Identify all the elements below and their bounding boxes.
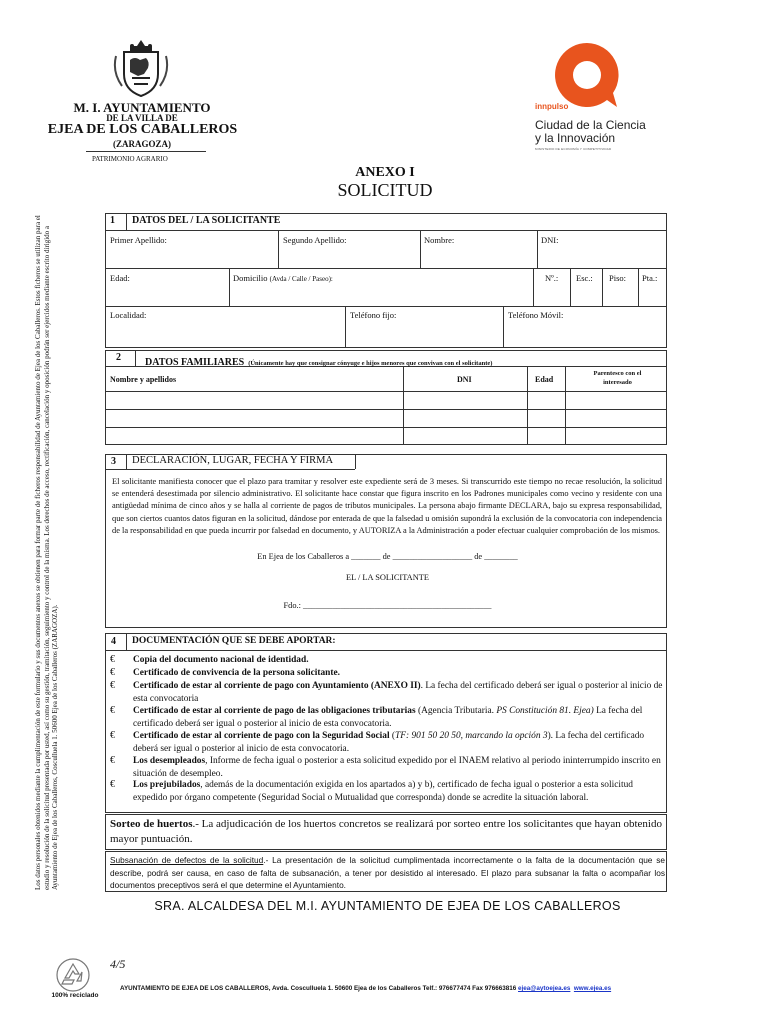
bullet: € [110, 705, 115, 716]
doc-item [133, 755, 663, 780]
section4-title: DOCUMENTACIÓN QUE SE DEBE APORTAR: [132, 636, 336, 646]
innpulso-ministry: MINISTERIO DE ECONOMÍA Y COMPETITIVIDAD [535, 147, 612, 151]
footer-address [120, 985, 680, 992]
addressee: SRA. ALCALDESA DEL M.I. AYUNTAMIENTO DE EJEA DE LOS CABALLEROS [154, 899, 621, 913]
telefono-movil-field[interactable]: Teléfono Móvil: [508, 310, 564, 320]
header-line2: DE LA VILLA DE [106, 113, 178, 123]
section3-title: DECLARACIÓN, LUGAR, FECHA Y FIRMA [132, 455, 334, 466]
doc-item-rest: , además de la documentación exigida en los apartados a) y b), certificado de fecha igual o posterior a esta solicitud expedido por órgano competente (Seguridad Social o Mutualidad que corresponda) donde se acredite la situación laboral. [133, 780, 633, 803]
col-parentesco [568, 369, 667, 387]
doc-item-rest: , Informe de fecha igual o posterior a esta solicitud expedido por el INAEM relativo al periodo ininterrumpido inscrito en situación de desempleo. [133, 756, 661, 779]
doc-item-rest: ( [389, 731, 396, 741]
bullet: € [110, 730, 115, 741]
subsanacion-bold: Subsanación de defectos de la solicitud [110, 855, 264, 865]
section2-heading [145, 352, 492, 370]
footer-web-link[interactable]: www.ejea.es [573, 985, 612, 992]
telefono-fijo-field[interactable]: Teléfono fijo: [350, 310, 397, 320]
signature-line[interactable]: Fdo.: _____________________________________________ [283, 601, 492, 610]
doc-item [133, 654, 663, 667]
doc-item [133, 730, 663, 755]
doc-item [133, 680, 663, 705]
bullet: € [110, 779, 115, 790]
col-dni: DNI [457, 375, 472, 384]
doc-item-rest2: La fecha del certificado deberá ser igual o posterior al inicio de esta convocatoria. [133, 706, 643, 729]
anexo-title: ANEXO I [355, 165, 415, 180]
domicilio-hint: (Avda / Calle / Paseo): [269, 275, 333, 283]
doc-item-rest: (Agencia Tributaria. [415, 706, 497, 716]
domicilio-field[interactable] [233, 273, 333, 283]
recycle-icon [56, 958, 90, 992]
data-protection-note: Los datos personales obtenidos mediante la cumplimentación de este formulario y sus documentos anexos se obtienen para formar parte de ficheros responsabilidad de Ayuntamiento de Ejea de los Caballeros. Estos ficheros se utilizan para el estudio y resolución de la solicitud presentada por usted, así como su gestión, tramitación, seguimiento y control de la misma. Los derechos de acceso, rectificación, cancelación y oposición podrán ser ejercidos mediante escrito dirigido a Ayuntamiento de Ejea de los Caballeros, Cosculluela 1. 50600 Ejea de los Caballeros (ZARAGOZA). [34, 215, 60, 890]
section3-number: 3 [111, 456, 116, 467]
escalera-field[interactable]: Esc.: [576, 273, 593, 283]
recycled-label: 100% reciclado [51, 992, 99, 999]
col-parentesco-line2: interesado [603, 379, 632, 386]
section2-number: 2 [116, 352, 121, 363]
doc-item-rest2: ). La fecha del certificado deberá ser igual o posterior al inicio de esta convocatoria. [133, 731, 645, 754]
header-divider [86, 151, 206, 152]
coat-of-arms-logo [110, 38, 172, 100]
bullet: € [110, 755, 115, 766]
section1-number: 1 [110, 215, 115, 226]
header-line3: EJEA DE LOS CABALLEROS [47, 122, 238, 137]
segundo-apellido-field[interactable]: Segundo Apellido: [283, 235, 347, 245]
col-parentesco-line1: Parentesco con el [593, 370, 642, 377]
doc-item-bold: Certificado de estar al corriente de pago con Ayuntamiento (ANEXO II) [133, 681, 421, 691]
doc-item [133, 705, 663, 730]
bullet: € [110, 654, 115, 665]
doc-item-italic: PS Constitución 81. Ejea) [496, 706, 594, 716]
footer-text: AYUNTAMIENTO DE EJEA DE LOS CABALLEROS, Avda. Cosculluela 1. 50600 Ejea de los Caballeros Telf.: 976677474 Fax 976663816 [120, 985, 519, 992]
domicilio-label: Domicilio [233, 273, 268, 283]
section2-note: (Únicamente hay que consignar cónyuge e hijos menores que convivan con el solicitante) [248, 360, 493, 367]
puerta-field[interactable]: Pta.: [642, 273, 658, 283]
numero-field[interactable]: Nº.: [545, 273, 559, 283]
subsanacion-rest: .- La presentación de la solicitud cumplimentada incorrectamente o la falta de la documentación que se describe, podrá ser causa, en caso de falta de subsanación, a tener por desistido al interesado. El plazo para subsanar la falta o acompañar los documentos preceptivos será el que determine el Ayuntamiento. [110, 855, 665, 891]
doc-item-italic: TF: 901 50 20 50, marcando la opción 3 [395, 731, 548, 741]
innpulso-line1: Ciudad de la Ciencia [535, 118, 646, 132]
innpulso-logo [552, 40, 622, 110]
doc-item-rest: . La fecha del certificado deberá ser igual o posterior al inicio de esta convocatoria [133, 681, 663, 704]
doc-item-bold: Los prejubilados [133, 780, 201, 790]
signer-label: EL / LA SOLICITANTE [346, 573, 429, 582]
localidad-field[interactable]: Localidad: [110, 310, 147, 320]
place-date-line[interactable]: En Ejea de los Caballeros a _______ de ___________________ de ________ [257, 552, 518, 561]
sorteo-bold: Sorteo de huertos [110, 818, 193, 830]
innpulso-brand: innpulso [535, 102, 569, 111]
doc-item-bold: Los desempleados [133, 756, 206, 766]
dni-field[interactable]: DNI: [541, 235, 559, 245]
footer-email-link[interactable]: ejea@aytoejea.es [518, 985, 571, 992]
sorteo-rest: .- La adjudicación de los huertos concretos se realizará por sorteo entre los solicitantes que hayan obtenido mayor puntuación. [110, 818, 662, 845]
doc-item-bold: Certificado de estar al corriente de pago con la Seguridad Social [133, 731, 390, 741]
doc-item [133, 667, 663, 680]
doc-item-bold: Copia del documento nacional de identidad. [133, 655, 309, 665]
bullet: € [110, 667, 115, 678]
bullet: € [110, 680, 115, 691]
col-edad: Edad [535, 375, 554, 384]
col-nombre-apellidos: Nombre y apellidos [110, 375, 177, 384]
subsanacion-text [110, 854, 665, 892]
nombre-field[interactable]: Nombre: [424, 235, 455, 245]
department-label: PATRIMONIO AGRARIO [92, 155, 168, 163]
page-number: 4/5 [110, 957, 126, 971]
header-line4: (ZARAGOZA) [113, 139, 171, 149]
sorteo-text [110, 817, 665, 847]
doc-item-bold: Certificado de estar al corriente de pago de las obligaciones tributarias [133, 706, 416, 716]
innpulso-line2: y la Innovación [535, 131, 616, 145]
piso-field[interactable]: Piso: [609, 273, 627, 283]
declaration-text: El solicitante manifiesta conocer que el plazo para tramitar y resolver este expediente será de 3 meses. Si transcurrido este tiempo no recae resolución, la solicitud se entenderá desestimada por silencio administrativo. El solicitante hace constar que figura inscrito en los Padrones municipales como vecino y residente con una antigüedad mínima de cinco años y se halla al corriente de pagos de tributos municipales. La persona abajo firmante DECLARA, bajo su expresa responsabilidad, que son ciertos cuantos datos figuran en la solicitud, dándose por enterada de que la falsedad u omisión supondrá la exclusión de la convocatoria con independencia de la responsabilidad en que pueda incurrir por falsedad en documento, y AUTORIZA a la Administración a poder efectuar cualquier comprobación de los mismos. [112, 477, 662, 535]
edad-field[interactable]: Edad: [110, 273, 130, 283]
primer-apellido-field[interactable]: Primer Apellido: [110, 235, 167, 245]
solicitud-title: SOLICITUD [337, 180, 433, 200]
header-line1: M. I. AYUNTAMIENTO [73, 100, 211, 115]
section4-number: 4 [111, 636, 116, 647]
doc-item [133, 779, 663, 804]
section2-title: DATOS FAMILIARES [145, 357, 245, 368]
section1-title: DATOS DEL / LA SOLICITANTE [132, 215, 281, 226]
doc-item-bold: Certificado de convivencia de la persona solicitante. [133, 668, 341, 678]
